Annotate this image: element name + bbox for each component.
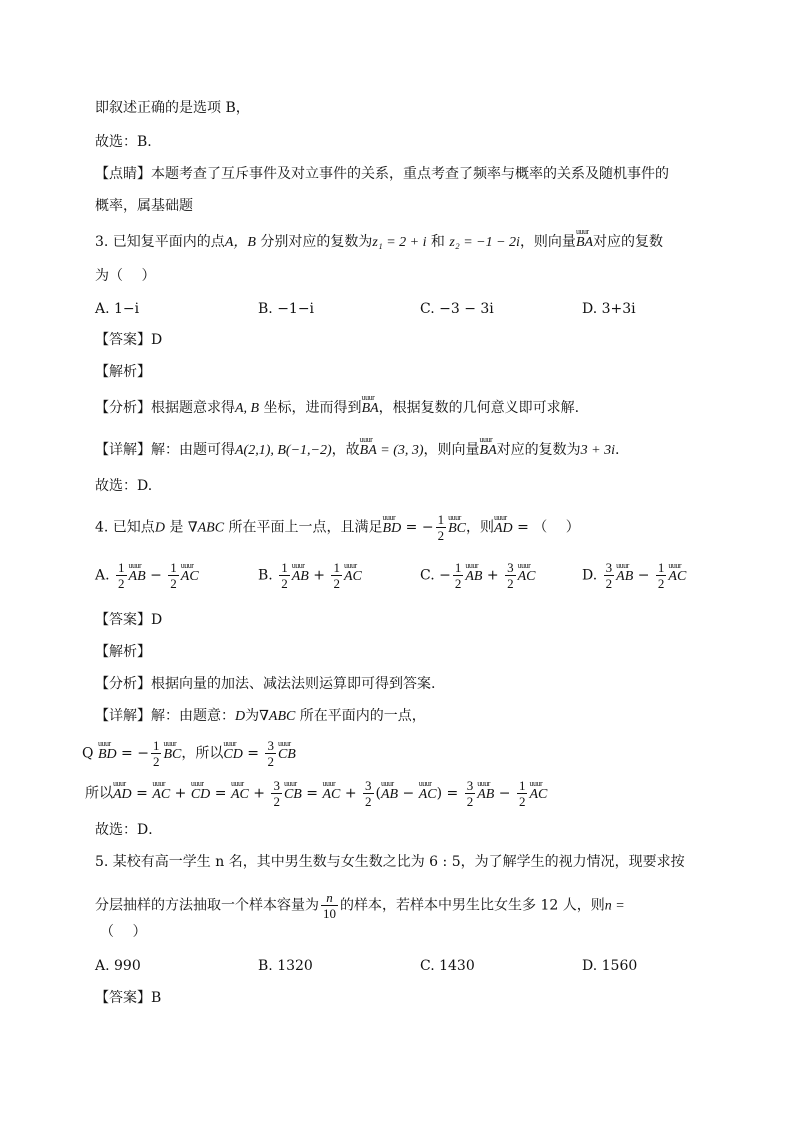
question-5-stem: 分层抽样的方法抽取一个样本容量为 $\frac{n}{10}$ 的样本，若样本中男生比女生多 12 人，则n = [95,890,625,921]
answer-line: 【答案】D [95,612,163,628]
analysis-line: 【分析】根据题意求得A, B 坐标，进而得到uuur BA，根据复数的几何意义即可求解. [95,398,579,419]
option-c: C. − $\frac{1}{2}$ uuur AB + $\frac{3}{2}$ uuur AC [420,560,536,591]
select-line: 故选：D. [95,478,153,494]
option-b: B. $\frac{1}{2}$ uuur AB + $\frac{1}{2}$ uuur AC [258,560,362,591]
option-b: B. −1−i [258,301,315,317]
text-line: （ ） [100,924,147,940]
math-line: Q uuur BD = − $\frac{1}{2}$ uuur BC，所以uuur CD = $\frac{3}{2}$ uuur CB [82,738,296,769]
text-line: 为（ ） [95,268,156,284]
analysis-line: 【分析】根据向量的加法、减法法则运算即可得到答案. [95,676,436,692]
question-5-stem: 5. 某校有高一学生 n 名，其中男生数与女生数之比为 6 : 5，为了解学生的视力情况，现要求按 [95,854,685,870]
option-d: D. $\frac{3}{2}$ uuur AB − $\frac{1}{2}$ uuur AC [582,560,686,591]
option-d: D. 1560 [582,958,638,974]
option-a: A. $\frac{1}{2}$ uuur AB − $\frac{1}{2}$ uuur AC [95,560,199,591]
option-a: A. 1−i [95,301,140,317]
question-4-stem: 4. 已知点D 是 ∇ABC 所在平面上一点，且满足uuur BD = − $\frac{1}{2}$ uuur BC，则uuur AD = （ ） [95,512,580,543]
detail-line: 【详解】解：由题可得A(2,1), B(−1,−2)，故uuur BA = (3, 3)，则向量uuur BA对应的复数为3 + 3i. [95,440,619,461]
option-a: A. 990 [95,958,141,974]
math-line: 所以uuur AD = uuur AC + uuur CD = uuur AC + $\frac{3}{2}$ uuur CB = uuur AC + $\frac{3}{2}$ (uuur AB − uuur AC) = $\frac{3}{2}$ uuur AB − $\frac{1}{2}$ uuur AC [85,778,547,809]
text-line: 概率，属基础题 [95,198,193,214]
option-c: C. 1430 [420,958,475,974]
option-b: B. 1320 [258,958,313,974]
question-3-stem: 3. 已知复平面内的点A，B 分别对应的复数为z₁ = 2 + i 和 z₂ = −1 − 2i，则向量uuur BA对应的复数 [95,232,663,253]
option-c: C. −3 − 3i [420,301,494,317]
answer-line: 【答案】D [95,332,163,348]
analysis-heading: 【解析】 [95,364,151,380]
option-d: D. 3+3i [582,301,636,317]
analysis-heading: 【解析】 [95,644,151,660]
text-line: 【点睛】本题考查了互斥事件及对立事件的关系，重点考查了频率与概率的关系及随机事件的 [95,166,669,182]
select-line: 故选：D． [95,822,163,838]
detail-line: 【详解】解：由题意：D为∇ABC 所在平面内的一点， [95,708,426,724]
answer-line: 【答案】B [95,990,162,1006]
text-line: 即叙述正确的是选项 B， [95,100,250,116]
text-line: 故选：B. [95,134,152,150]
